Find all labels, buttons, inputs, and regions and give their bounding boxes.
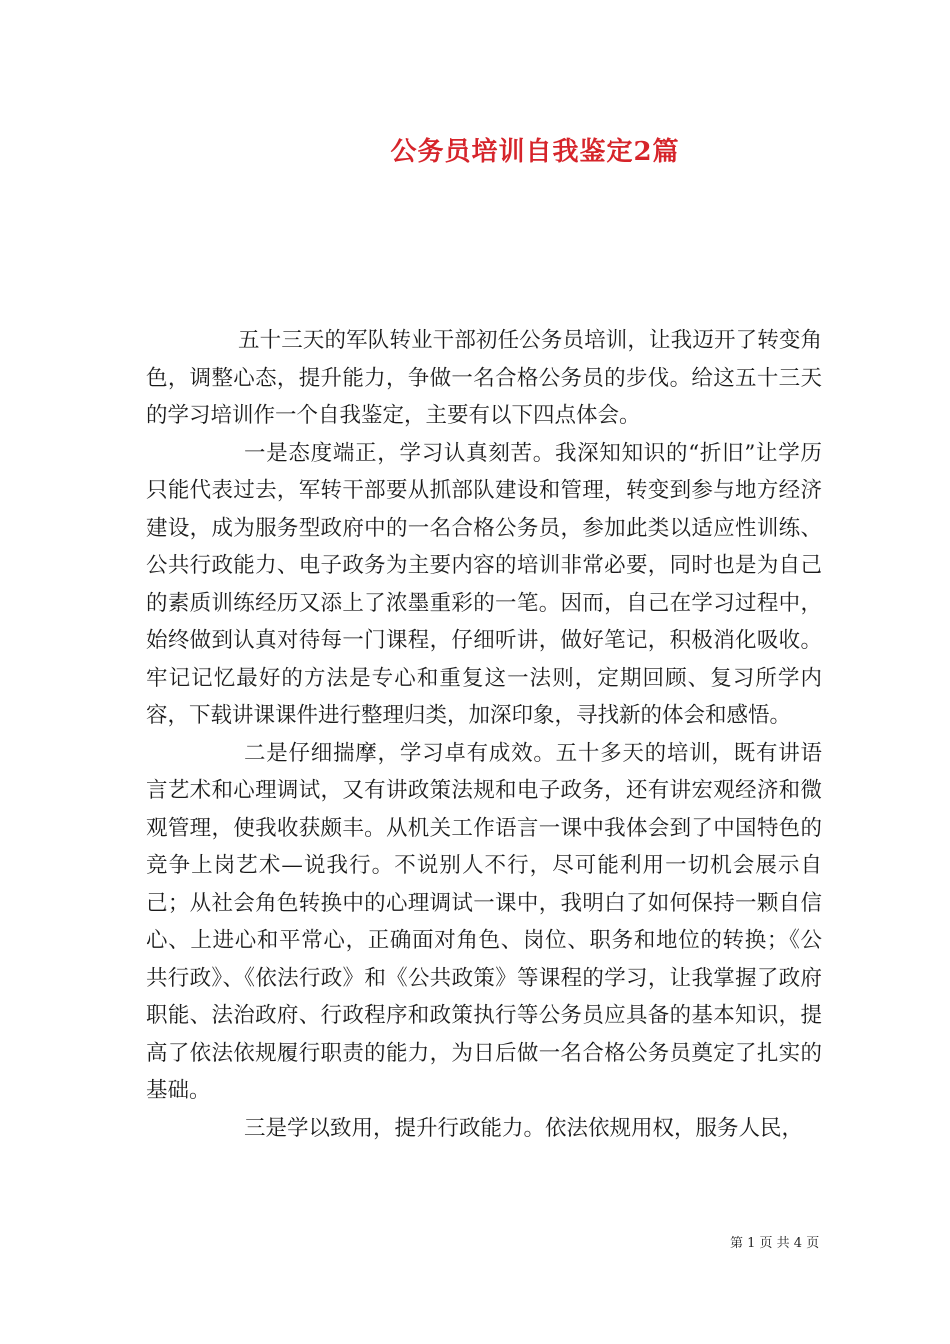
- document-body: [146, 322, 822, 1147]
- paragraph-point-three: 三是学以致用，提升行政能力。依法依规用权，服务人民，: [244, 1115, 804, 1141]
- paragraph-intro: 五十三天的军队转业干部初任公务员培训，让我迈开了转变角色，调整心态，提升能力，争做一名合格公务员的步伐。给这五十三天的学习培训作一个自我鉴定，主要有以下四点体会。: [146, 328, 822, 428]
- paragraph-point-one: 一是态度端正，学习认真刻苦。我深知知识的“折旧”让学历只能代表过去，军转干部要从抓部队建设和管理，转变到参与地方经济建设，成为服务型政府中的一名合格公务员，参加此类以适应性训练、公共行政能力、电子政务为主要内容的培训非常必要，同时也是为自己的素质训练经历又添上了浓墨重彩的一笔。因而，自己在学习过程中，始终做到认真对待每一门课程，仔细听讲，做好笔记，积极消化吸收。牢记记忆最好的方法是专心和重复这一法则，定期回顾、复习所学内容，下载讲课课件进行整理归类，加深印象，寻找新的体会和感悟。: [146, 440, 822, 728]
- document-title: 公务员培训自我鉴定2篇: [390, 137, 680, 167]
- page-number-footer: 第 1 页 共 4 页: [730, 1236, 820, 1251]
- paragraph-point-two: 二是仔细揣摩，学习卓有成效。五十多天的培训，既有讲语言艺术和心理调试，又有讲政策法规和电子政务，还有讲宏观经济和微观管理，使我收获颇丰。从机关工作语言一课中我体会到了中国特色的竞争上岗艺术—说我行。不说别人不行，尽可能利用一切机会展示自己；从社会角色转换中的心理调试一课中，我明白了如何保持一颗自信心、上进心和平常心，正确面对角色、岗位、职务和地位的转换；《公共行政》、《依法行政》和《公共政策》等课程的学习，让我掌握了政府职能、法治政府、行政程序和政策执行等公务员应具备的基本知识，提高了依法依规履行职责的能力，为日后做一名合格公务员奠定了扎实的基础。: [146, 740, 822, 1103]
